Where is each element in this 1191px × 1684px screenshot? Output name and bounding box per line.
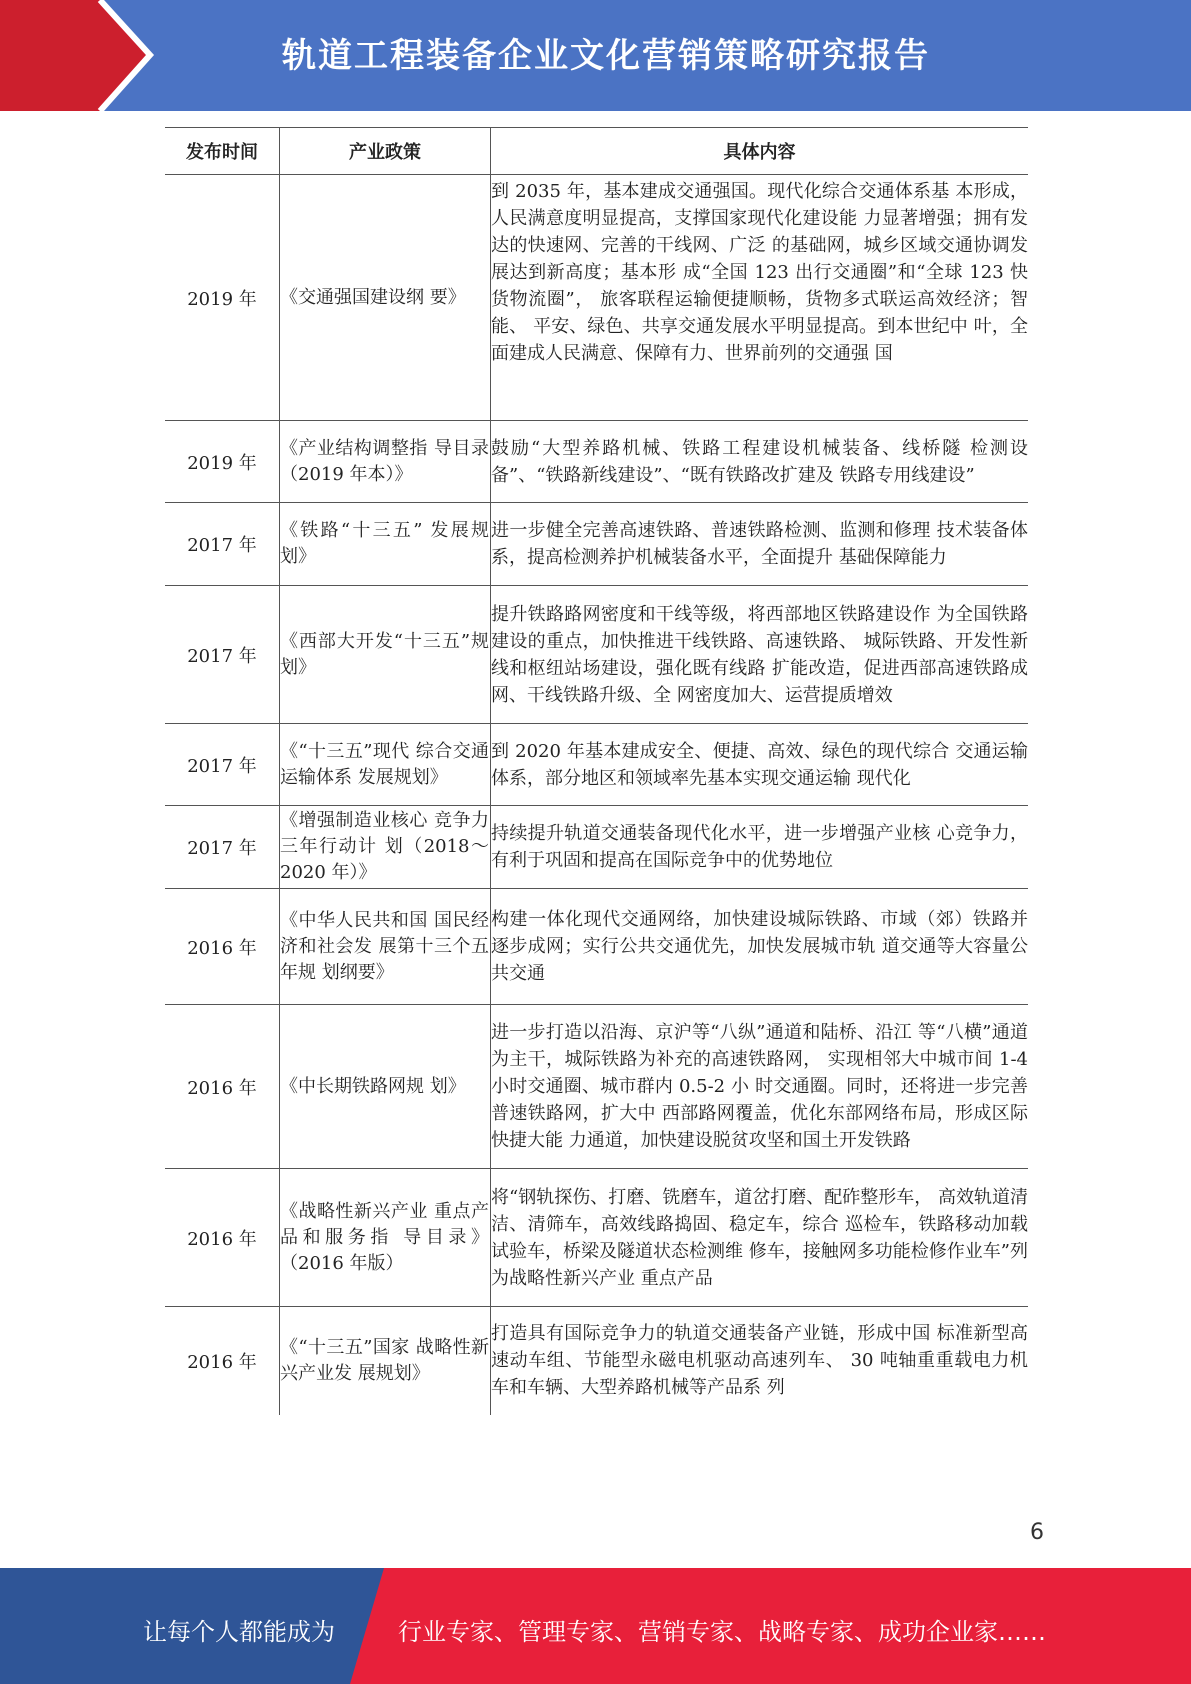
table-row	[165, 586, 1028, 724]
table-row	[165, 889, 1028, 1005]
row-policy: 《产业结构调整指 导目录（2019 年本）》	[280, 421, 491, 503]
row-content: 到 2035 年，基本建成交通强国。现代化综合交通体系基 本形成，人民满意度明显提高，支撑国家现代化建设能 力显著增强；拥有发达的快速网、完善的干线网、广泛 的基础网，城乡区域交通协调发展达到新高度；基本形 成“全国 123 出行交通圈”和“全球 123 快货物流圈”， 旅客联程运输便捷顺畅，货物多式联运高效经济；智能、 平安、绿色、共享交通发展水平明显提高。到本世纪中 叶，全面建成人民满意、保障有力、世界前列的交通强 国	[491, 175, 1029, 421]
row-time: 2016 年	[187, 1351, 257, 1373]
row-time: 2017 年	[165, 586, 280, 724]
header-banner	[0, 0, 1191, 111]
row-content: 进一步打造以沿海、京沪等“八纵”通道和陆桥、沿江 等“八横”通道为主干，城际铁路为补充的高速铁路网， 实现相邻大中城市间 1-4 小时交通圈、城市群内 0.5-2 小 时交通圈。同时，还将进一步完善普速铁路网，扩大中 西部路网覆盖，优化东部网络布局，形成区际快捷大能 力通道，加快建设脱贫攻坚和国土开发铁路	[491, 1005, 1029, 1169]
footer-slogan-left: 让每个人都能成为	[143, 1618, 335, 1646]
table-row	[165, 806, 1028, 889]
row-time: 2017 年	[165, 724, 280, 806]
row-time: 2016 年	[165, 1169, 280, 1307]
row-policy: 《中长期铁路网规 划》	[280, 1005, 491, 1169]
row-policy: 《中华人民共和国 国民经济和社会发 展第十三个五年规 划纲要》	[280, 889, 491, 1005]
row-policy: 《“十三五”现代 综合交通运输体系 发展规划》	[280, 724, 491, 806]
footer-slogan-right: 行业专家、管理专家、营销专家、战略专家、成功企业家……	[398, 1618, 1046, 1646]
row-policy: 《“十三五”国家 战略性新兴产业发 展规划》	[280, 1307, 491, 1415]
report-title: 轨道工程装备企业文化营销策略研究报告	[282, 36, 930, 76]
header-policy: 产业政策	[280, 128, 491, 175]
row-content: 将“钢轨探伤、打磨、铣磨车，道岔打磨、配砟整形车， 高效轨道清洁、清筛车，高效线路捣固、稳定车，综合 巡检车，铁路移动加载试验车，桥梁及隧道状态检测维 修车，接触网多功能检修作业车”列为战略性新兴产业 重点产品	[491, 1169, 1029, 1307]
policy-table	[165, 127, 1028, 1415]
table-row	[165, 421, 1028, 503]
row-time: 2019 年	[165, 175, 280, 421]
row-time: 2017 年	[165, 806, 280, 889]
row-content: 打造具有国际竞争力的轨道交通装备产业链，形成中国 标准新型高速动车组、节能型永磁电机驱动高速列车、 30 吨轴重重载电力机车和车辆、大型养路机械等产品系 列	[491, 1307, 1029, 1415]
row-content: 提升铁路路网密度和干线等级，将西部地区铁路建设作 为全国铁路建设的重点，加快推进干线铁路、高速铁路、 城际铁路、开发性新线和枢纽站场建设，强化既有线路 扩能改造，促进西部高速铁路成网、干线铁路升级、全 网密度加大、运营提质增效	[491, 586, 1029, 724]
row-policy: 《增强制造业核心 竞争力三年行动计 划（2018～2020 年）》	[280, 806, 491, 889]
row-policy: 《铁路“十三五” 发展规划》	[280, 503, 491, 586]
row-time: 2019 年	[165, 421, 280, 503]
row-policy: 《西部大开发“十三五”规划》	[280, 586, 491, 724]
table-row	[165, 1005, 1028, 1169]
row-time: 2016 年	[165, 889, 280, 1005]
header-time: 发布时间	[165, 128, 280, 175]
table-row	[165, 724, 1028, 806]
header-content: 具体内容	[491, 128, 1029, 175]
row-time: 2017 年	[165, 503, 280, 586]
row-content: 到 2020 年基本建成安全、便捷、高效、绿色的现代综合 交通运输体系，部分地区和领域率先基本实现交通运输 现代化	[491, 724, 1029, 806]
row-content: 鼓励“大型养路机械、铁路工程建设机械装备、线桥隧 检测设备”、“铁路新线建设”、“既有铁路改扩建及 铁路专用线建设”	[491, 421, 1029, 503]
page-number: 6	[1030, 1520, 1044, 1545]
table-row	[165, 175, 1028, 421]
row-content: 构建一体化现代交通网络，加快建设城际铁路、市域（郊）铁路并逐步成网；实行公共交通优先，加快发展城市轨 道交通等大容量公共交通	[491, 889, 1029, 1005]
table-row	[165, 503, 1028, 586]
table-row	[165, 1169, 1028, 1307]
footer-banner	[0, 1568, 1191, 1684]
row-content: 进一步健全完善高速铁路、普速铁路检测、监测和修理 技术装备体系，提高检测养护机械装备水平，全面提升 基础保障能力	[491, 503, 1029, 586]
row-content: 持续提升轨道交通装备现代化水平，进一步增强产业核 心竞争力，有利于巩固和提高在国际竞争中的优势地位	[491, 806, 1029, 889]
row-policy: 《战略性新兴产业 重点产品和服务指 导目录》（2016 年版）	[280, 1169, 491, 1307]
table-row	[165, 1307, 1028, 1415]
row-time: 2016 年	[165, 1005, 280, 1169]
row-policy: 《交通强国建设纲 要》	[280, 175, 491, 421]
table-header-row	[165, 128, 1028, 175]
